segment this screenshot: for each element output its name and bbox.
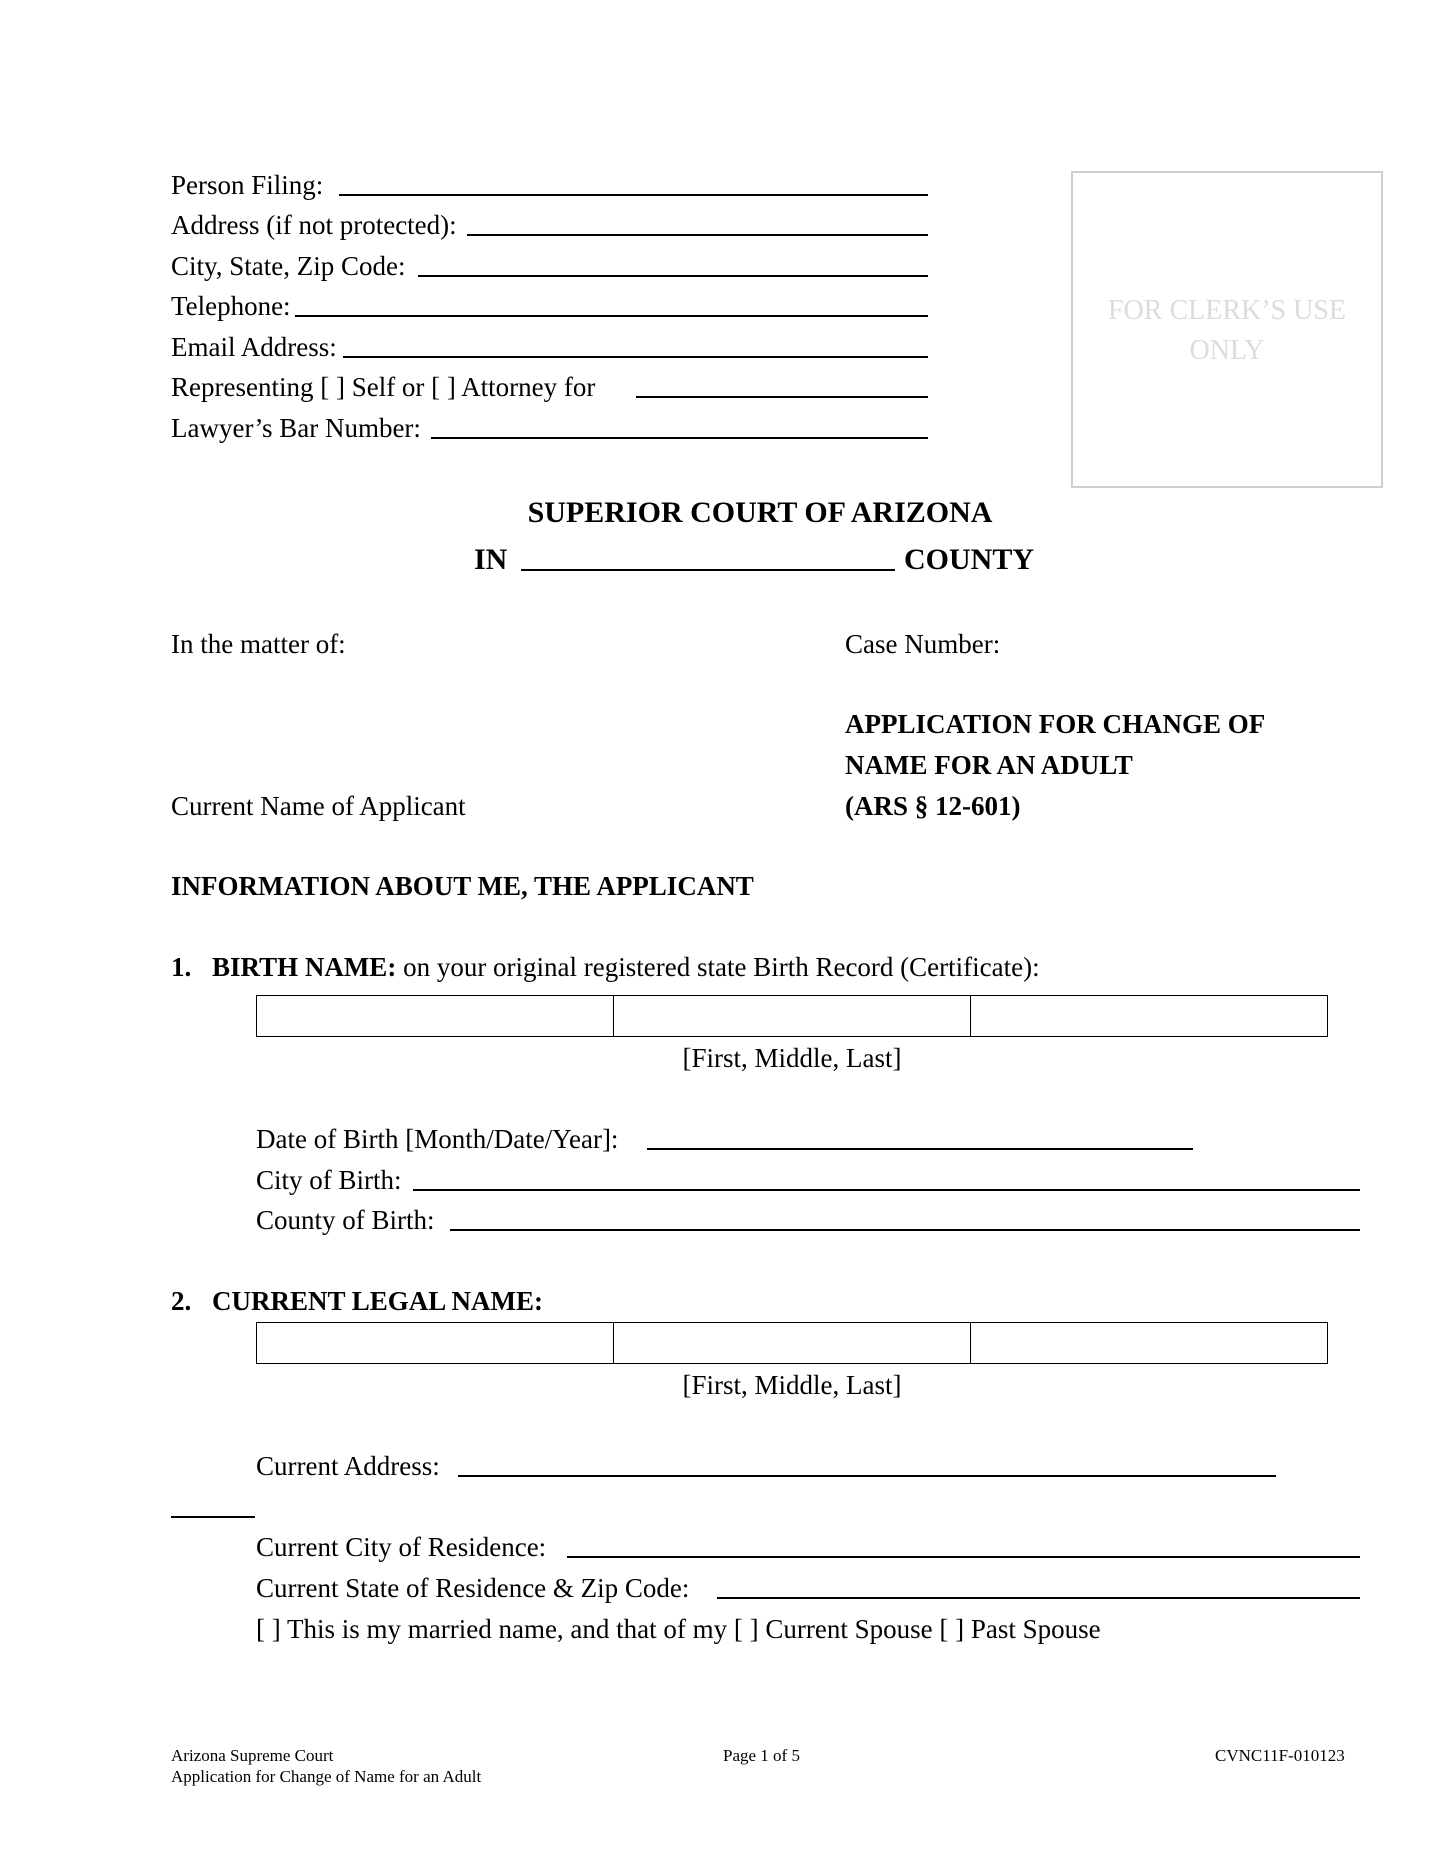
current-state-zip-field[interactable] — [717, 1597, 1360, 1599]
birth-name-caption: [First, Middle, Last] — [682, 1043, 902, 1073]
person-filing-row — [171, 168, 323, 202]
legal-first-name-field[interactable] — [257, 1323, 614, 1363]
bar-number-label: Lawyer’s Bar Number: — [171, 413, 421, 443]
court-title: SUPERIOR COURT OF ARIZONA — [527, 496, 993, 529]
email-label: Email Address: — [171, 332, 337, 362]
doc-title-line-1: APPLICATION FOR CHANGE OF — [845, 709, 1266, 739]
bar-number-row — [171, 411, 421, 445]
birth-first-name-field[interactable] — [257, 996, 614, 1036]
current-address-label: Current Address: — [256, 1451, 440, 1481]
attorney-for-field[interactable] — [636, 396, 928, 398]
legal-name-caption: [First, Middle, Last] — [682, 1370, 902, 1400]
telephone-label: Telephone: — [171, 291, 291, 321]
birth-name-box — [256, 995, 1328, 1037]
representing-label: Representing [ ] Self or [ ] Attorney for — [171, 372, 596, 402]
legal-last-name-field[interactable] — [971, 1323, 1327, 1363]
matter-label: In the matter of: — [171, 629, 346, 659]
birth-city-label: City of Birth: — [256, 1165, 402, 1195]
birth-last-name-field[interactable] — [971, 996, 1327, 1036]
item2-label: CURRENT LEGAL NAME: — [212, 1286, 544, 1316]
dob-field[interactable] — [647, 1148, 1193, 1150]
item1-heading — [212, 950, 1040, 984]
legal-name-box — [256, 1322, 1328, 1364]
current-address-field[interactable] — [458, 1475, 1276, 1477]
doc-title-line-3: (ARS § 12-601) — [845, 791, 1021, 821]
footer-form-name: Application for Change of Name for an Adult — [171, 1767, 482, 1786]
doc-title-line-2: NAME FOR AN ADULT — [845, 750, 1133, 780]
birth-middle-name-field[interactable] — [614, 996, 971, 1036]
bar-number-field[interactable] — [431, 437, 928, 439]
address-row — [171, 208, 457, 242]
city-state-zip-field[interactable] — [418, 275, 928, 277]
current-state-zip-label: Current State of Residence & Zip Code: — [256, 1573, 690, 1603]
address-field[interactable] — [467, 234, 928, 236]
married-name-option[interactable]: [ ] This is my married name, and that of my [ ] Current Spouse [ ] Past Spouse — [256, 1614, 1101, 1644]
email-row — [171, 330, 337, 364]
footer-form-code: CVNC11F-010123 — [1215, 1746, 1345, 1765]
item1-number: 1. — [171, 952, 192, 982]
clerk-use-box — [1071, 171, 1383, 488]
county-field[interactable] — [521, 569, 895, 571]
address-label: Address (if not protected): — [171, 210, 457, 240]
birth-city-field[interactable] — [413, 1189, 1360, 1191]
legal-middle-name-field[interactable] — [614, 1323, 971, 1363]
clerk-use-text: FOR CLERK’S USE ONLY — [1107, 295, 1347, 366]
footer-page-number: Page 1 of 5 — [723, 1746, 800, 1765]
footer-court: Arizona Supreme Court — [171, 1746, 334, 1765]
current-city-label: Current City of Residence: — [256, 1532, 547, 1562]
birth-county-label: County of Birth: — [256, 1205, 435, 1235]
city-state-zip-row — [171, 249, 405, 283]
current-address-overflow-field[interactable] — [171, 1516, 255, 1518]
section-heading: INFORMATION ABOUT ME, THE APPLICANT — [171, 871, 754, 901]
representing-row — [171, 370, 595, 404]
city-state-zip-label: City, State, Zip Code: — [171, 251, 406, 281]
dob-label: Date of Birth [Month/Date/Year]: — [256, 1124, 619, 1154]
item1-desc: on your original registered state Birth Record (Certificate): — [396, 952, 1040, 982]
telephone-row — [171, 289, 291, 323]
current-name-label: Current Name of Applicant — [171, 791, 466, 821]
current-city-field[interactable] — [567, 1556, 1360, 1558]
item1-label: BIRTH NAME: — [212, 952, 397, 982]
telephone-field[interactable] — [295, 315, 928, 317]
email-field[interactable] — [343, 356, 928, 358]
county-prefix: IN — [474, 543, 508, 576]
case-number-label: Case Number: — [845, 629, 1001, 659]
person-filing-field[interactable] — [339, 194, 928, 196]
item2-number: 2. — [171, 1286, 192, 1316]
birth-county-field[interactable] — [450, 1229, 1360, 1231]
person-filing-label: Person Filing: — [171, 170, 324, 200]
county-suffix: COUNTY — [904, 543, 1035, 576]
